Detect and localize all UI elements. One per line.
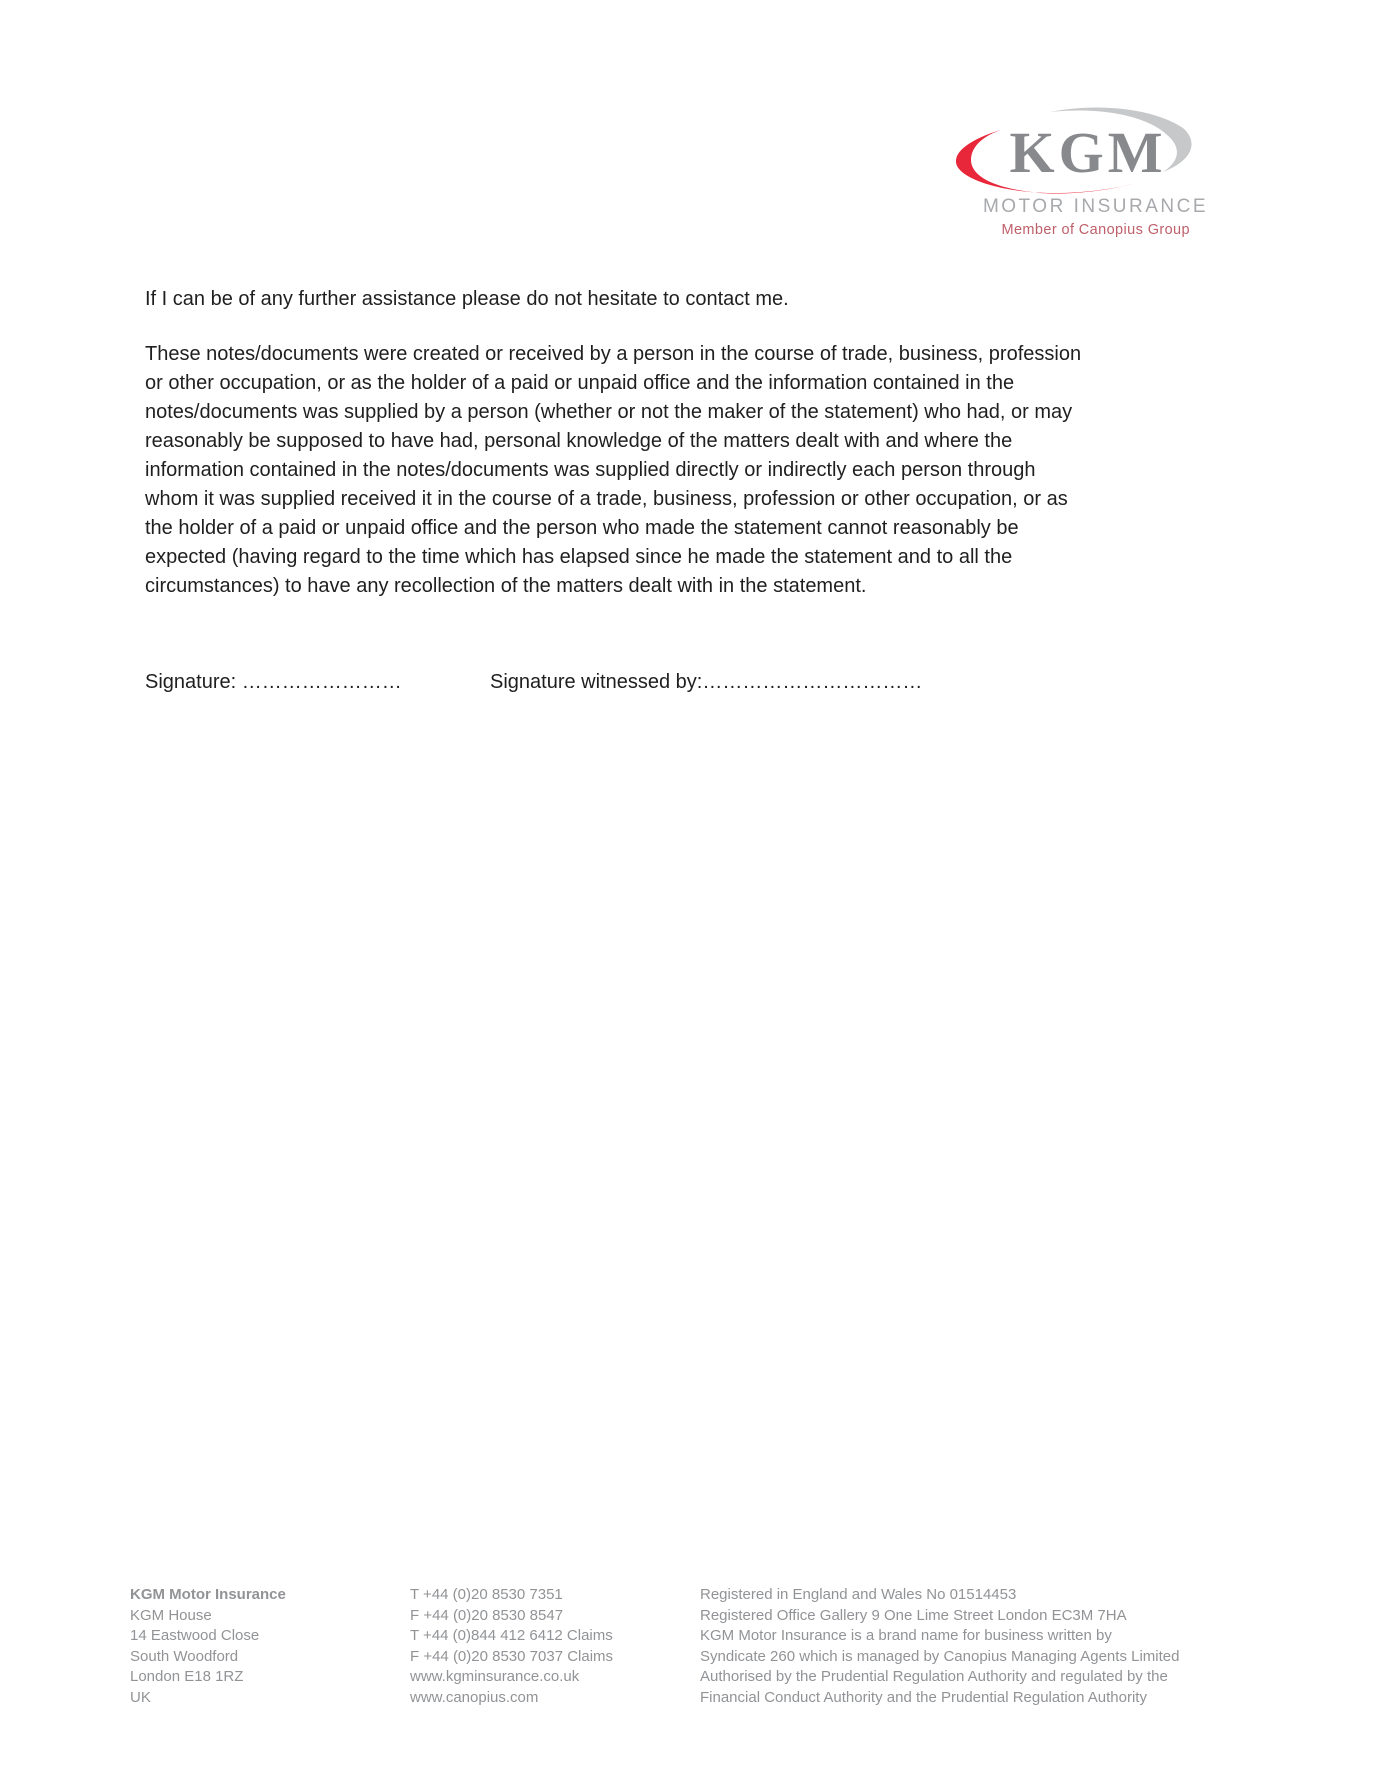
signature-line: Signature: ……………………: [145, 671, 402, 693]
footer-address-line: 14 Eastwood Close: [130, 1627, 260, 1644]
footer-legal-column: [700, 1585, 1179, 1708]
closing-line: If I can be of any further assistance please do not hesitate to contact me.: [145, 288, 789, 310]
footer-legal-line: Registered in England and Wales No 01514453: [700, 1586, 1017, 1603]
footer-company-name: KGM Motor Insurance: [130, 1586, 286, 1603]
footer-address-line: London E18 1RZ: [130, 1668, 244, 1685]
footer-website-kgm: www.kgminsurance.co.uk: [410, 1668, 580, 1685]
footer-claims-phone-line: T +44 (0)844 412 6412 Claims: [410, 1627, 613, 1644]
footer-address-line: KGM House: [130, 1606, 212, 1624]
kgm-logo: [940, 95, 1210, 245]
footer-legal-line: Authorised by the Prudential Regulation Authority and regulated by the: [700, 1668, 1168, 1685]
footer-website-canopius: www.canopius.com: [410, 1688, 539, 1706]
footer-address-line: South Woodford: [130, 1647, 239, 1665]
footer-claims-fax-line: F +44 (0)20 8530 7037 Claims: [410, 1647, 614, 1665]
footer-contact-column: [410, 1585, 613, 1708]
footer-address-line: UK: [130, 1688, 151, 1706]
footer-legal-line: KGM Motor Insurance is a brand name for business written by: [700, 1627, 1112, 1644]
signature-witnessed-line: Signature witnessed by:……………………………: [490, 671, 923, 693]
kgm-wordmark: KGM: [1009, 120, 1167, 185]
footer-legal-line: Financial Conduct Authority and the Prudential Regulation Authority: [700, 1688, 1147, 1706]
footer-address-column: [130, 1585, 286, 1708]
statement-paragraph: These notes/documents were created or received by a person in the course of trade, business, profession or other occupation, or as the holder of a paid or unpaid office and the information contained in the notes/documents was supplied by a person (whether or not the maker of the statement) who had, or may reasonably be supposed to have had, personal knowledge of the matters dealt with and where the information contained in the notes/documents was supplied directly or indirectly each person through whom it was supplied received it in the course of a trade, business, profession or other occupation, or as the holder of a paid or unpaid office and the person who made the statement cannot reasonably be expected (having regard to the time which has elapsed since he made the statement and to all the circumstances) to have any recollection of the matters dealt with in the statement.: [145, 343, 1082, 597]
logo-subtitle: MOTOR INSURANCE: [982, 196, 1208, 217]
footer-legal-line: Syndicate 260 which is managed by Canopius Managing Agents Limited: [700, 1647, 1180, 1665]
footer-fax-line: F +44 (0)20 8530 8547: [410, 1606, 564, 1624]
logo-tagline: Member of Canopius Group: [1001, 222, 1190, 238]
footer-legal-line: Registered Office Gallery 9 One Lime Street London EC3M 7HA: [700, 1606, 1127, 1624]
footer-phone-line: T +44 (0)20 8530 7351: [410, 1586, 563, 1603]
